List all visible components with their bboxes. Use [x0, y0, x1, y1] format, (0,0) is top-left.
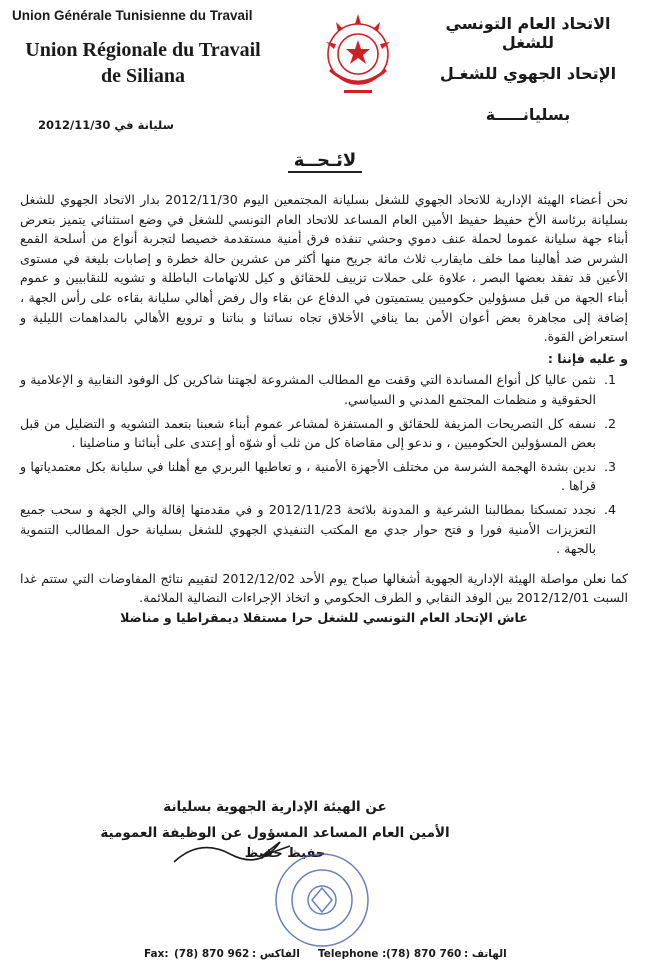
slogan: عاش الإتحاد العام التونسي للشغل حرا مستقلا ديمقراطيا و مناضلا [120, 609, 528, 625]
document-date: سليانة في 2012/11/30 [38, 118, 174, 132]
official-stamp-icon [272, 850, 372, 950]
ugtt-logo-icon [316, 10, 400, 106]
fax-number: (78) 870 962 [174, 948, 250, 960]
resolutions-heading: و عليه فإننا : [547, 350, 628, 366]
list-item: 3. ندين بشدة الهجمة الشرسة من مختلف الأجهزة الأمنية ، و تعاطيها البربري مع أهلنا في سليانة بكل معتمدياتها و قراها . [20, 457, 600, 496]
contact-footer [0, 948, 650, 960]
document-title: لائـحــة [0, 150, 650, 171]
regional-union-ar: الإتحاد الجهوي للشغـل [439, 64, 617, 83]
regional-union-fr: Union Régionale du Travail [25, 39, 261, 61]
region-name-ar: بسليانـــــة [485, 105, 571, 124]
signatory-title: الأمين العام المساعد المسؤول عن الوظيفة العمومية [100, 825, 450, 841]
org-name-fr: Union Générale Tunisienne du Travail [12, 8, 253, 23]
region-name-fr: de Siliana [101, 65, 185, 87]
fax-label: Fax: [144, 948, 169, 960]
intro-paragraph: نحن أعضاء الهيئة الإدارية للاتحاد الجهوي للشغل بسليانة المجتمعين اليوم 2012/11/30 بدار الاتحاد الجهوي للشغل بسليانة برئاسة الأخ حفيظ حفيظ الأمين العام المساعد للاتحاد العام التونسي للشغل في وضع استثنائي يتميز بتعرض أبناء جهة سليانة عموما لحملة عنف دموي وحشي تنفذه فرق أمنية مستقدمة خصيصا لتجربة أنواع من أسلحة القمع الشرس ضد أهالينا مما خلف مايقارب ثلاث مائة جريح منها أكثر من عشرين حالة خطرة و إصابات بليغة في مستوى الأعين قد تفقد بعضها البصر ، علاوة على حملات تزييف للحقائق و كيل للاتهامات الباطلة و تشويه للنقابيين و عموم أبناء الجهة من قبل مسؤولين حكوميين يستميتون في الدفاع عن بقاء وال رفض أهالي سليانة بقاءه على رأس الجهة ، إضافة إلى مجاهرة بعض أعوان الأمن بما ينافي الأخلاق تجاه نسائنا و بناتنا و ترويع الأهالي بالمداهمات الليلية و استعراض القوة. [20, 192, 628, 345]
list-item: 4. نجدد تمسكنا بمطالبنا الشرعية و المدونة بلائحة 2012/11/23 و في مقدمتها إقالة والي الجهة و سحب جميع التعزيزات الأمنية فورا و فتح حوار جدي مع المكتب التنفيذي الجهوي للشغل بسليانة حول المطالب التنموية بالجهة . [20, 500, 600, 559]
french-letterhead [8, 8, 278, 89]
list-item: 2. نسفه كل التصريحات المزيفة للحقائق و المستفزة لمشاعر عموم أبناء شعبنا بتعمد التشويه و التضليل من قبل بعض المسؤولين الحكوميين ، و ندعو إلى مقاضاة كل من ثلب أو شوّه أو إعتدى على أبنائنا و مناضلينا . [20, 414, 600, 453]
statement-body [20, 190, 628, 627]
list-item: 1. نثمن عاليا كل أنواع المساندة التي وقفت مع المطالب المشروعة لجهتنا شاكرين كل الوفود النقابية و الإعلامية و الحقوقية و منظمات المجتمع المدني و السياسي. [20, 370, 600, 409]
org-name-ar: الاتحاد العام التونسي للشغل [445, 14, 611, 52]
closing-paragraph: كما نعلن مواصلة الهيئة الإدارية الجهوية أشغالها صباح يوم الأحد 2012/12/02 لتقييم نتائج المفاوضات التي ستتم غدا السبت 2012/12/01 بين الوفد النقابي و الطرف الحكومي و اتخاذ الإجراءات النضالية الملائمة. [20, 570, 628, 606]
fax-label-ar: الفاكس : [252, 948, 300, 960]
resolutions-list [20, 370, 628, 558]
telephone-label: Telephone : [318, 948, 387, 960]
signatory-name: حفيظ حفيظ [244, 846, 326, 861]
arabic-letterhead [418, 14, 638, 124]
signatory-body: عن الهيئة الإدارية الجهوية بسليانة [163, 799, 387, 815]
telephone-label-ar: الهاتف : [464, 948, 507, 960]
telephone-number: (78) 870 760 [386, 948, 462, 960]
